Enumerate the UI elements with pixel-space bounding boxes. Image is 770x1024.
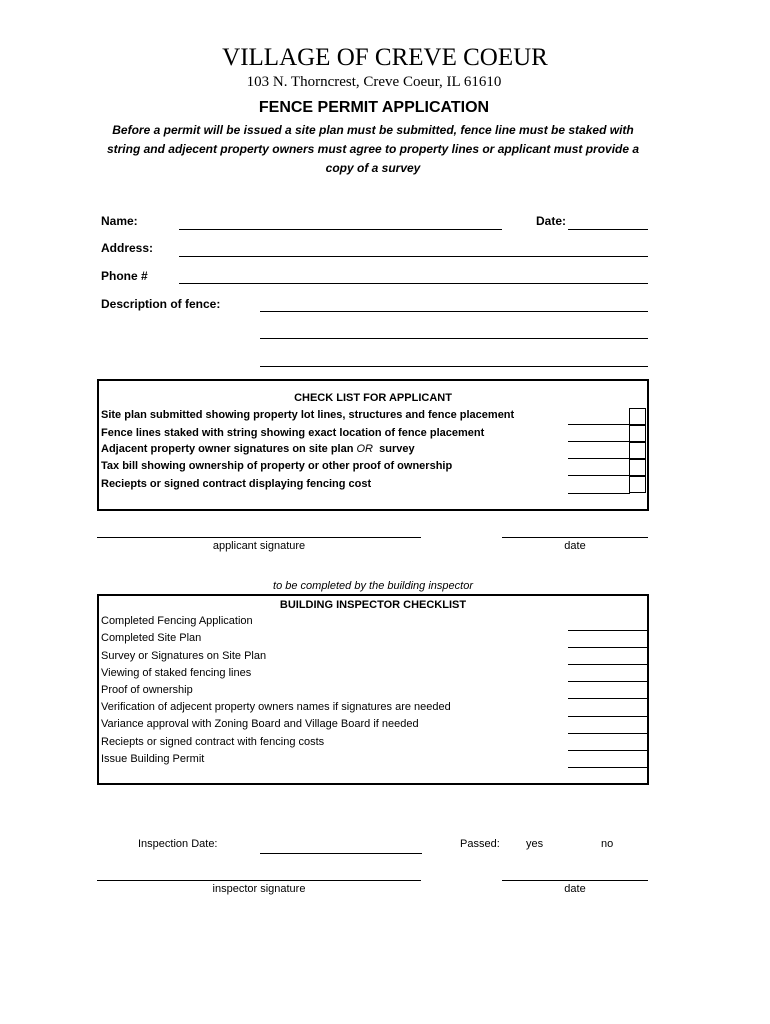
inspector-date-label: date [564,883,586,895]
name-field[interactable] [179,229,502,230]
checkbox-site-plan[interactable] [629,408,646,425]
phone-field[interactable] [179,283,648,284]
checklist-initial-line[interactable] [568,424,630,425]
checklist-item: Fence lines staked with string showing exact location of fence placement [101,427,485,439]
applicant-signature-line[interactable] [97,537,421,538]
description-field-line-2[interactable] [260,338,648,339]
adjacent-or: OR [356,443,373,455]
applicant-date-label: date [564,540,586,552]
checklist-item-adjacent [101,443,415,455]
inspector-signature-label: inspector signature [212,883,306,895]
description-field-line-1[interactable] [260,311,648,312]
instructions [90,121,656,178]
inspector-item: Variance approval with Zoning Board and Village Board if needed [101,718,419,730]
inspector-initial-line[interactable] [568,750,647,751]
passed-no-option[interactable]: no [601,838,614,850]
inspector-initial-line[interactable] [568,630,647,631]
inspector-item: Issue Building Permit [101,753,205,765]
inspector-initial-line[interactable] [568,767,647,768]
checklist-initial-line[interactable] [568,475,630,476]
applicant-signature-label: applicant signature [212,540,306,552]
org-title: VILLAGE OF CREVE COEUR [222,44,548,71]
phone-label: Phone # [101,269,148,283]
adjacent-suffix: survey [379,443,415,455]
inspector-item: Verification of adjecent property owners names if signatures are needed [101,701,451,713]
date-label: Date: [536,214,567,228]
inspector-initial-line[interactable] [568,681,647,682]
address-label: Address: [101,241,154,255]
inspector-initial-line[interactable] [568,664,647,665]
checklist-item: Site plan submitted showing property lot lines, structures and fence placement [101,409,515,421]
description-field-line-3[interactable] [260,366,648,367]
inspector-item: Completed Site Plan [101,632,202,644]
inspector-date-line[interactable] [502,880,648,881]
inspection-date-label: Inspection Date: [138,838,218,850]
inspector-item: Completed Fencing Application [101,615,253,627]
inspector-item: Survey or Signatures on Site Plan [101,650,267,662]
applicant-checklist-title: CHECK LIST FOR APPLICANT [294,392,452,404]
inspector-item: Viewing of staked fencing lines [101,667,252,679]
checkbox-fence-lines[interactable] [629,425,646,442]
inspector-checklist-title: BUILDING INSPECTOR CHECKLIST [279,599,467,611]
instruction-line: Before a permit will be issued a site plan must be submitted, fence line must be staked with [112,123,634,137]
passed-label: Passed: [460,838,500,850]
inspection-date-field[interactable] [260,853,422,854]
date-field[interactable] [568,229,648,230]
inspector-signature-line[interactable] [97,880,421,881]
checklist-initial-line[interactable] [568,441,630,442]
inspector-initial-line[interactable] [568,647,647,648]
form-title: FENCE PERMIT APPLICATION [258,99,490,116]
checkbox-tax-bill[interactable] [629,459,646,476]
instruction-line: string and adjecent property owners must agree to property lines or applicant must provide a [106,142,640,156]
checkbox-receipts[interactable] [629,476,646,493]
name-label: Name: [101,214,138,228]
address-field[interactable] [179,256,648,257]
inspector-note: to be completed by the building inspector [273,580,473,592]
inspector-initial-line[interactable] [568,698,647,699]
checklist-item: Reciepts or signed contract displaying fencing cost [101,478,372,490]
description-label: Description of fence: [101,297,221,311]
org-address: 103 N. Thorncrest, Creve Coeur, IL 61610 [246,74,502,90]
applicant-date-line[interactable] [502,537,648,538]
inspector-initial-line[interactable] [568,733,647,734]
passed-yes-option[interactable]: yes [526,838,544,850]
inspector-item: Reciepts or signed contract with fencing costs [101,736,325,748]
inspector-item: Proof of ownership [101,684,193,696]
adjacent-prefix: Adjacent property owner signatures on site plan [101,443,354,455]
checkbox-adjacent-signatures[interactable] [629,442,646,459]
inspector-initial-line[interactable] [568,716,647,717]
checklist-initial-line[interactable] [568,493,630,494]
checklist-item: Tax bill showing ownership of property or other proof of ownership [101,460,453,472]
instruction-line: copy of a survey [325,161,421,175]
checklist-initial-line[interactable] [568,458,630,459]
